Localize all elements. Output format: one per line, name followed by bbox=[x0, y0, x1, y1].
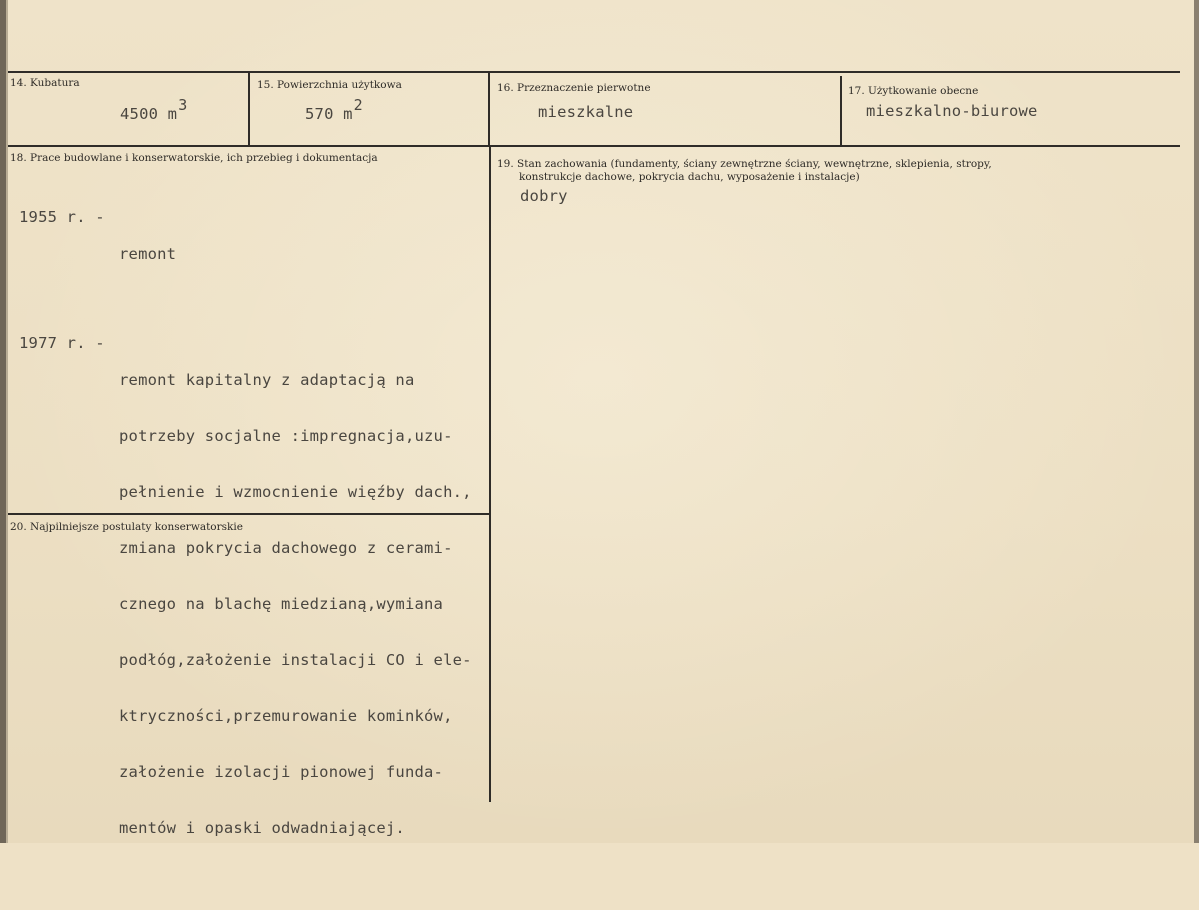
field-14-value bbox=[120, 96, 188, 123]
work-entry-body bbox=[119, 334, 472, 874]
field-17-label: 17. Użytkowanie obecne bbox=[848, 85, 979, 97]
work-entry-1955 bbox=[19, 208, 472, 300]
work-entry-1977 bbox=[19, 334, 472, 874]
divider-16-17 bbox=[840, 76, 842, 146]
work-entry-line: potrzeby socjalne :impregnacja,uzu- bbox=[119, 427, 453, 445]
field-14-unit-exponent: 3 bbox=[178, 96, 188, 114]
field-16-label: 16. Przeznaczenie pierwotne bbox=[497, 82, 651, 94]
work-entry-line: pełnienie i wzmocnienie więźby dach., bbox=[119, 483, 472, 501]
top-rule bbox=[8, 71, 1180, 73]
work-entry-date: 1955 r. - bbox=[19, 208, 115, 226]
field-18-label: 18. Prace budowlane i konserwatorskie, ich przebieg i dokumentacja bbox=[10, 152, 378, 164]
divider-14-15 bbox=[248, 72, 250, 146]
field-14-number: 4500 m bbox=[120, 105, 178, 123]
field-15-value bbox=[305, 96, 363, 123]
field-17-value: mieszkalno-biurowe bbox=[866, 102, 1038, 120]
work-entry-body bbox=[119, 208, 195, 300]
card-left-edge-shadow bbox=[6, 0, 8, 843]
work-entry-line: cznego na blachę miedzianą,wymiana bbox=[119, 595, 444, 613]
row1-bottom-rule bbox=[8, 145, 1180, 147]
work-entry-line: podłóg,założenie instalacji CO i ele- bbox=[119, 651, 472, 669]
field-16-value: mieszkalne bbox=[538, 103, 634, 121]
divider-15-16 bbox=[488, 72, 490, 146]
work-entry-date: 1977 r. - bbox=[19, 334, 115, 352]
work-entry-line: ktryczności,przemurowanie kominków, bbox=[119, 707, 453, 725]
work-entry-line: zmiana pokrycia dachowego z cerami- bbox=[119, 539, 453, 557]
field-19-label-line2: konstrukcje dachowe, pokrycia dachu, wyposażenie i instalacje) bbox=[519, 171, 860, 183]
work-entry-line: założenie izolacji pionowej funda- bbox=[119, 763, 444, 781]
field-14-label: 14. Kubatura bbox=[10, 77, 80, 89]
work-entry-line: mentów i opaski odwadniającej. bbox=[119, 819, 405, 837]
field-18-entries bbox=[19, 172, 472, 910]
field-20-label: 20. Najpilniejsze postulaty konserwatorskie bbox=[10, 521, 243, 533]
card-right-edge bbox=[1194, 0, 1199, 843]
divider-main-vertical bbox=[489, 146, 491, 802]
field-15-label: 15. Powierzchnia użytkowa bbox=[257, 79, 402, 91]
work-entry-line: remont bbox=[119, 245, 177, 263]
field-15-unit-exponent: 2 bbox=[353, 96, 363, 114]
field-15-number: 570 m bbox=[305, 105, 353, 123]
field-19-label-line1: 19. Stan zachowania (fundamenty, ściany zewnętrzne ściany, wewnętrzne, sklepienia, stropy, bbox=[497, 158, 992, 170]
field-19-value: dobry bbox=[520, 187, 568, 205]
work-entry-line: remont kapitalny z adaptacją na bbox=[119, 371, 415, 389]
